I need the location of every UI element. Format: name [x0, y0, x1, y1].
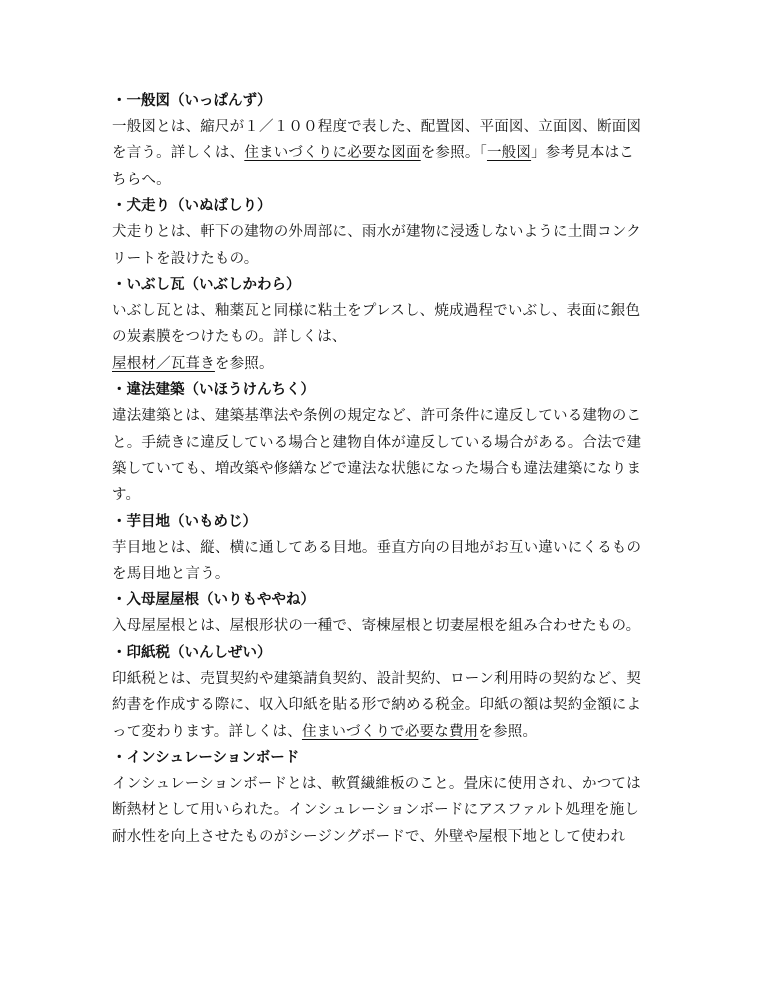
reference-link[interactable]: 住まいづくりで必要な費用 [301, 723, 479, 740]
reference-link[interactable]: 住まいづくりに必要な図面 [244, 145, 421, 162]
entry-title: ・芋目地（いもめじ） [112, 513, 257, 530]
text-line [112, 140, 657, 166]
text-segment: を参照。 [214, 355, 274, 372]
text-segment: 一般図とは、縮尺が１／１００程度で表した、配置図、平面図、立面図、断面図 [112, 119, 642, 135]
text-segment: を馬目地と言う。 [112, 566, 230, 583]
text-segment: と。手続きに違反している場合と建物自体が違反している場合がある。合法で建 [112, 434, 642, 451]
reference-link[interactable]: 一般図 [486, 145, 532, 162]
text-line [112, 797, 657, 823]
text-line [112, 666, 657, 692]
entry-body [112, 219, 657, 272]
entry-title: ・入母屋屋根（いりもややね） [112, 592, 315, 609]
entry-title: ・犬走り（いぬばしり） [112, 198, 272, 215]
text-segment: 印紙税とは、売買契約や建築請負契約、設計契約、ローン利用時の契約など、契 [112, 670, 641, 687]
text-line [112, 351, 657, 377]
text-segment: 約書を作成する際に、収入印紙を貼る形で納める税金。印紙の額は契約金額によ [112, 697, 642, 714]
entry-body [112, 771, 657, 850]
entry-body [112, 666, 657, 745]
text-segment: す。 [112, 487, 141, 504]
text-segment: の炭素膜をつけたもの。詳しくは、 [112, 329, 347, 346]
text-line [112, 613, 657, 639]
text-line [112, 535, 657, 561]
text-segment: 芋目地とは、縦、横に通してある目地。垂直方向の目地がお互い違いにくるもの [112, 539, 642, 556]
text-segment: 違法建築とは、建築基準法や条例の規定など、許可条件に違反している建物のこ [112, 408, 642, 425]
text-segment: ちらへ。 [112, 171, 171, 188]
entry-title: ・いぶし瓦（いぶしかわら） [112, 276, 301, 293]
entry-body [112, 298, 657, 377]
text-segment: インシュレーションボードとは、軟質繊維板のこと。畳床に使用され、かつては [112, 776, 641, 793]
text-segment: リートを設けたもの。 [112, 250, 259, 267]
text-line [112, 167, 657, 193]
text-line [112, 430, 657, 456]
reference-link[interactable]: 屋根材／瓦葺き [112, 355, 215, 372]
entry-title: ・インシュレーションボード [112, 750, 300, 767]
entry-title: ・違法建築（いほうけんちく） [112, 382, 315, 399]
text-line [112, 719, 657, 745]
text-line [112, 692, 657, 718]
text-segment: 築していても、増改築や修繕などで違法な状態になった場合も違法建築になりま [112, 460, 642, 477]
entry-body [112, 613, 657, 639]
text-segment: を参照。 [478, 723, 538, 740]
text-segment: 断熱材として用いられた。インシュレーションボードにアスファルト処理を施し [112, 802, 640, 819]
text-segment: って変わります。詳しくは、 [112, 723, 302, 740]
text-line [112, 456, 657, 482]
text-segment: 」参考見本はこ [531, 145, 634, 162]
text-line [112, 403, 657, 429]
text-line [112, 561, 657, 587]
text-line [112, 114, 657, 140]
entry-body [112, 114, 657, 193]
text-line [112, 324, 657, 350]
entry-body [112, 403, 657, 509]
text-line [112, 771, 657, 797]
text-line [112, 246, 657, 272]
text-segment: 入母屋屋根とは、屋根形状の一種で、寄棟屋根と切妻屋根を組み合わせたもの。 [112, 618, 641, 635]
text-segment: 犬走りとは、軒下の建物の外周部に、雨水が建物に浸透しないように土間コンク [112, 224, 641, 241]
text-line [112, 482, 657, 508]
text-segment: を言う。詳しくは、 [112, 145, 245, 162]
glossary-page [112, 88, 657, 850]
text-line [112, 219, 657, 245]
entry-body [112, 535, 657, 588]
entry-title: ・一般図（いっぱんず） [112, 93, 272, 109]
text-segment: いぶし瓦とは、釉薬瓦と同様に粘土をプレスし、焼成過程でいぶし、表面に銀色 [112, 302, 641, 319]
entry-title: ・印紙税（いんしぜい） [112, 644, 272, 661]
text-line [112, 298, 657, 324]
text-segment: を参照。「 [420, 145, 487, 162]
text-line [112, 824, 657, 850]
text-segment: 耐水性を向上させたものがシージングボードで、外壁や屋根下地として使われ [112, 828, 626, 845]
